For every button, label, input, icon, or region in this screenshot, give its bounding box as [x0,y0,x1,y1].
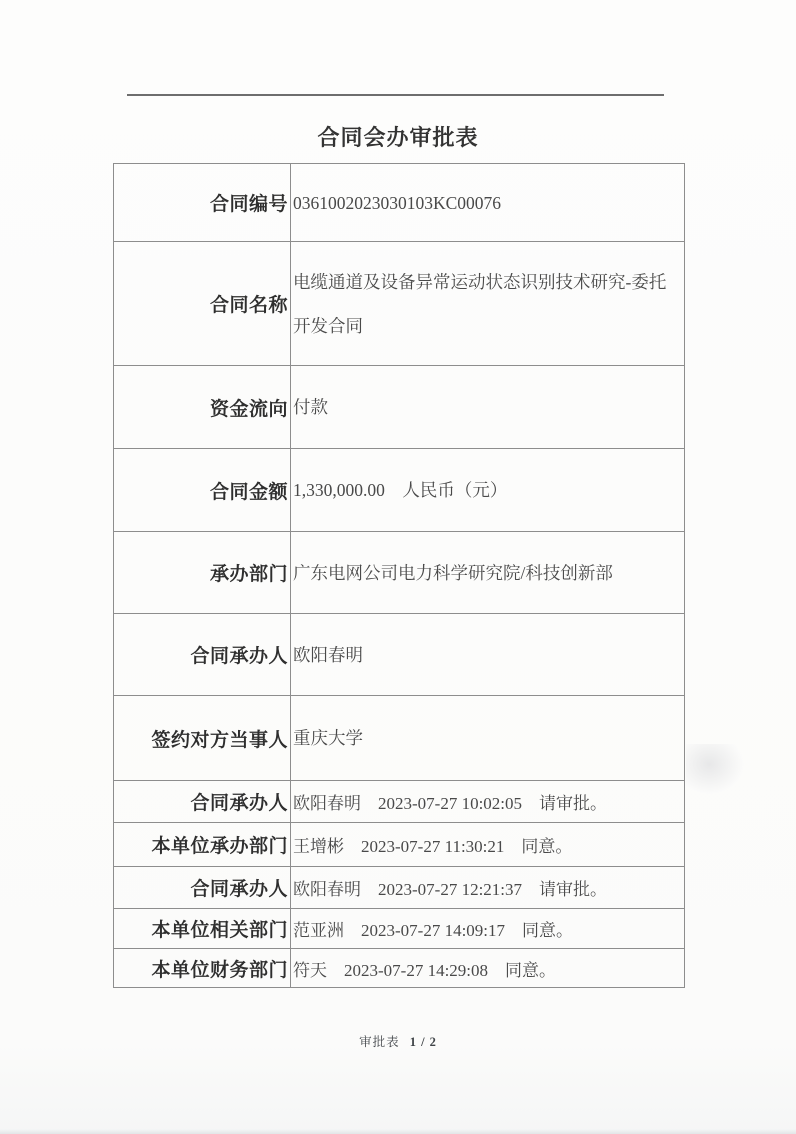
contract-handler-row [114,614,685,696]
counterparty-row [114,696,685,781]
contract-number-row [114,164,685,242]
page-title: 合同会办审批表 [317,125,479,150]
row-value: 王增彬 2023-07-27 11:30:21 同意。 [291,823,685,867]
row-label: 合同承办人 [114,781,291,823]
approval-row [114,781,685,823]
footer-doc-label: 审批表 [359,1035,400,1049]
row-value: 范亚洲 2023-07-27 14:09:17 同意。 [291,909,685,949]
row-value: 1,330,000.00 人民币（元） [291,449,685,532]
row-label: 合同金额 [114,449,291,532]
row-value: 0361002023030103KC00076 [291,164,685,242]
page-footer [0,1032,796,1050]
row-value: 欧阳春明 [291,614,685,696]
row-label: 承办部门 [114,532,291,614]
row-value: 符天 2023-07-27 14:29:08 同意。 [291,949,685,988]
scan-edge-shadow [0,1129,796,1134]
row-label: 合同名称 [114,242,291,366]
row-value: 付款 [291,366,685,449]
approval-row [114,867,685,909]
row-label: 本单位相关部门 [114,909,291,949]
fund-flow-row [114,366,685,449]
row-value: 欧阳春明 2023-07-27 12:21:37 请审批。 [291,867,685,909]
row-label: 本单位财务部门 [114,949,291,988]
contract-amount-row [114,449,685,532]
row-label: 资金流向 [114,366,291,449]
approval-row [114,949,685,988]
row-label: 合同承办人 [114,614,291,696]
row-value: 电缆通道及设备异常运动状态识别技术研究-委托开发合同 [291,242,685,366]
footer-page-number: 1 / 2 [409,1035,437,1049]
row-value: 重庆大学 [291,696,685,781]
row-label: 签约对方当事人 [114,696,291,781]
contract-approval-table [113,163,685,988]
handling-department-row [114,532,685,614]
row-label: 合同编号 [114,164,291,242]
row-value: 欧阳春明 2023-07-27 10:02:05 请审批。 [291,781,685,823]
approval-row [114,909,685,949]
scan-smudge [686,744,744,794]
row-label: 合同承办人 [114,867,291,909]
contract-name-row [114,242,685,366]
row-label: 本单位承办部门 [114,823,291,867]
header-rule [127,94,664,96]
approval-row [114,823,685,867]
row-value: 广东电网公司电力科学研究院/科技创新部 [291,532,685,614]
